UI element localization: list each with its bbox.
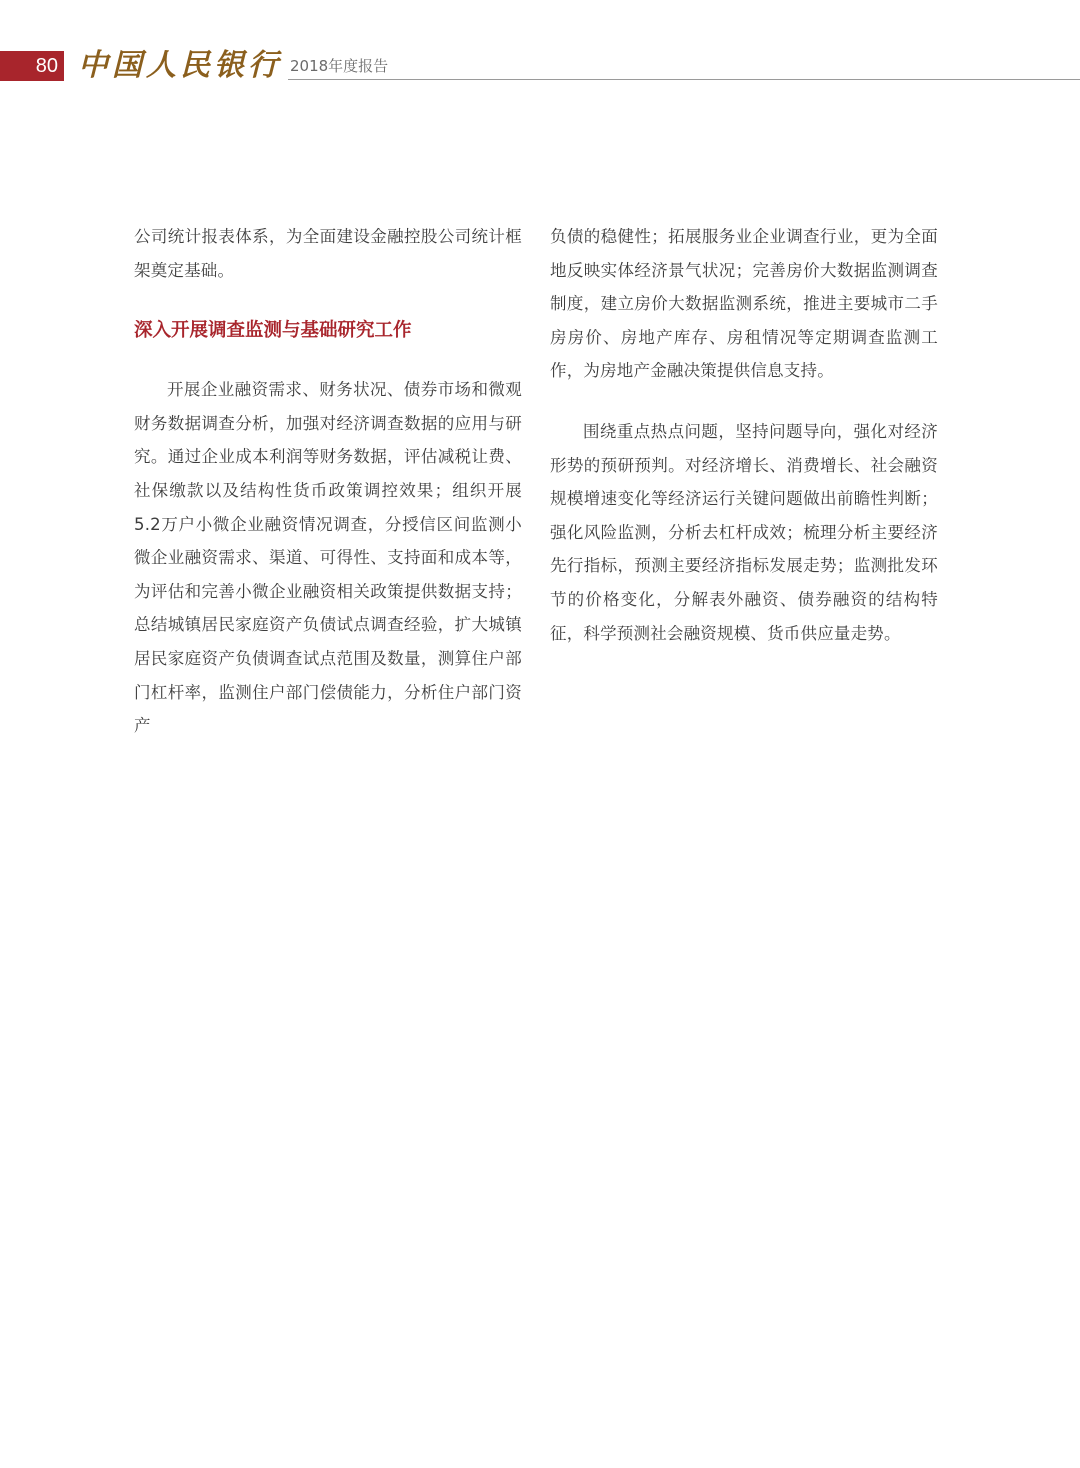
right-column <box>550 220 938 650</box>
body-paragraph: 开展企业融资需求、财务状况、债券市场和微观财务数据调查分析，加强对经济调查数据的应用与研究。通过企业成本利润等财务数据，评估减税让费、社保缴款以及结构性货币政策调控效果；组织开展5.2万户小微企业融资情况调查，分授信区间监测小微企业融资需求、渠道、可得性、支持面和成本等，为评估和完善小微企业融资相关政策提供数据支持；总结城镇居民家庭资产负债试点调查经验，扩大城镇居民家庭资产负债调查试点范围及数量，测算住户部门杠杆率，监测住户部门偿债能力，分析住户部门资产 <box>134 380 522 736</box>
continued-paragraph: 负债的稳健性；拓展服务业企业调查行业，更为全面地反映实体经济景气状况；完善房价大数据监测调查制度，建立房价大数据监测系统，推进主要城市二手房房价、房地产库存、房租情况等定期调查监测工作，为房地产金融决策提供信息支持。 <box>550 227 938 381</box>
page-number: 80 <box>35 55 58 77</box>
section-heading: 深入开展调查监测与基础研究工作 <box>134 320 412 342</box>
report-title: 2018年度报告 <box>290 57 389 75</box>
second-paragraph: 围绕重点热点问题，坚持问题导向，强化对经济形势的预研预判。对经济增长、消费增长、社会融资规模增速变化等经济运行关键问题做出前瞻性判断；强化风险监测，分析去杠杆成效；梳理分析主要经济先行指标，预测主要经济指标发展走势；监测批发环节的价格变化，分解表外融资、债券融资的结构特征，科学预测社会融资规模、货币供应量走势。 <box>550 421 938 643</box>
header-divider <box>288 79 1080 80</box>
bank-logo-calligraphy: 中国人民银行 <box>78 48 282 83</box>
page-number-badge <box>0 51 64 81</box>
left-column <box>134 220 522 743</box>
intro-paragraph: 公司统计报表体系，为全面建设金融控股公司统计框架奠定基础。 <box>134 227 522 280</box>
paragraph-gap <box>550 388 938 415</box>
